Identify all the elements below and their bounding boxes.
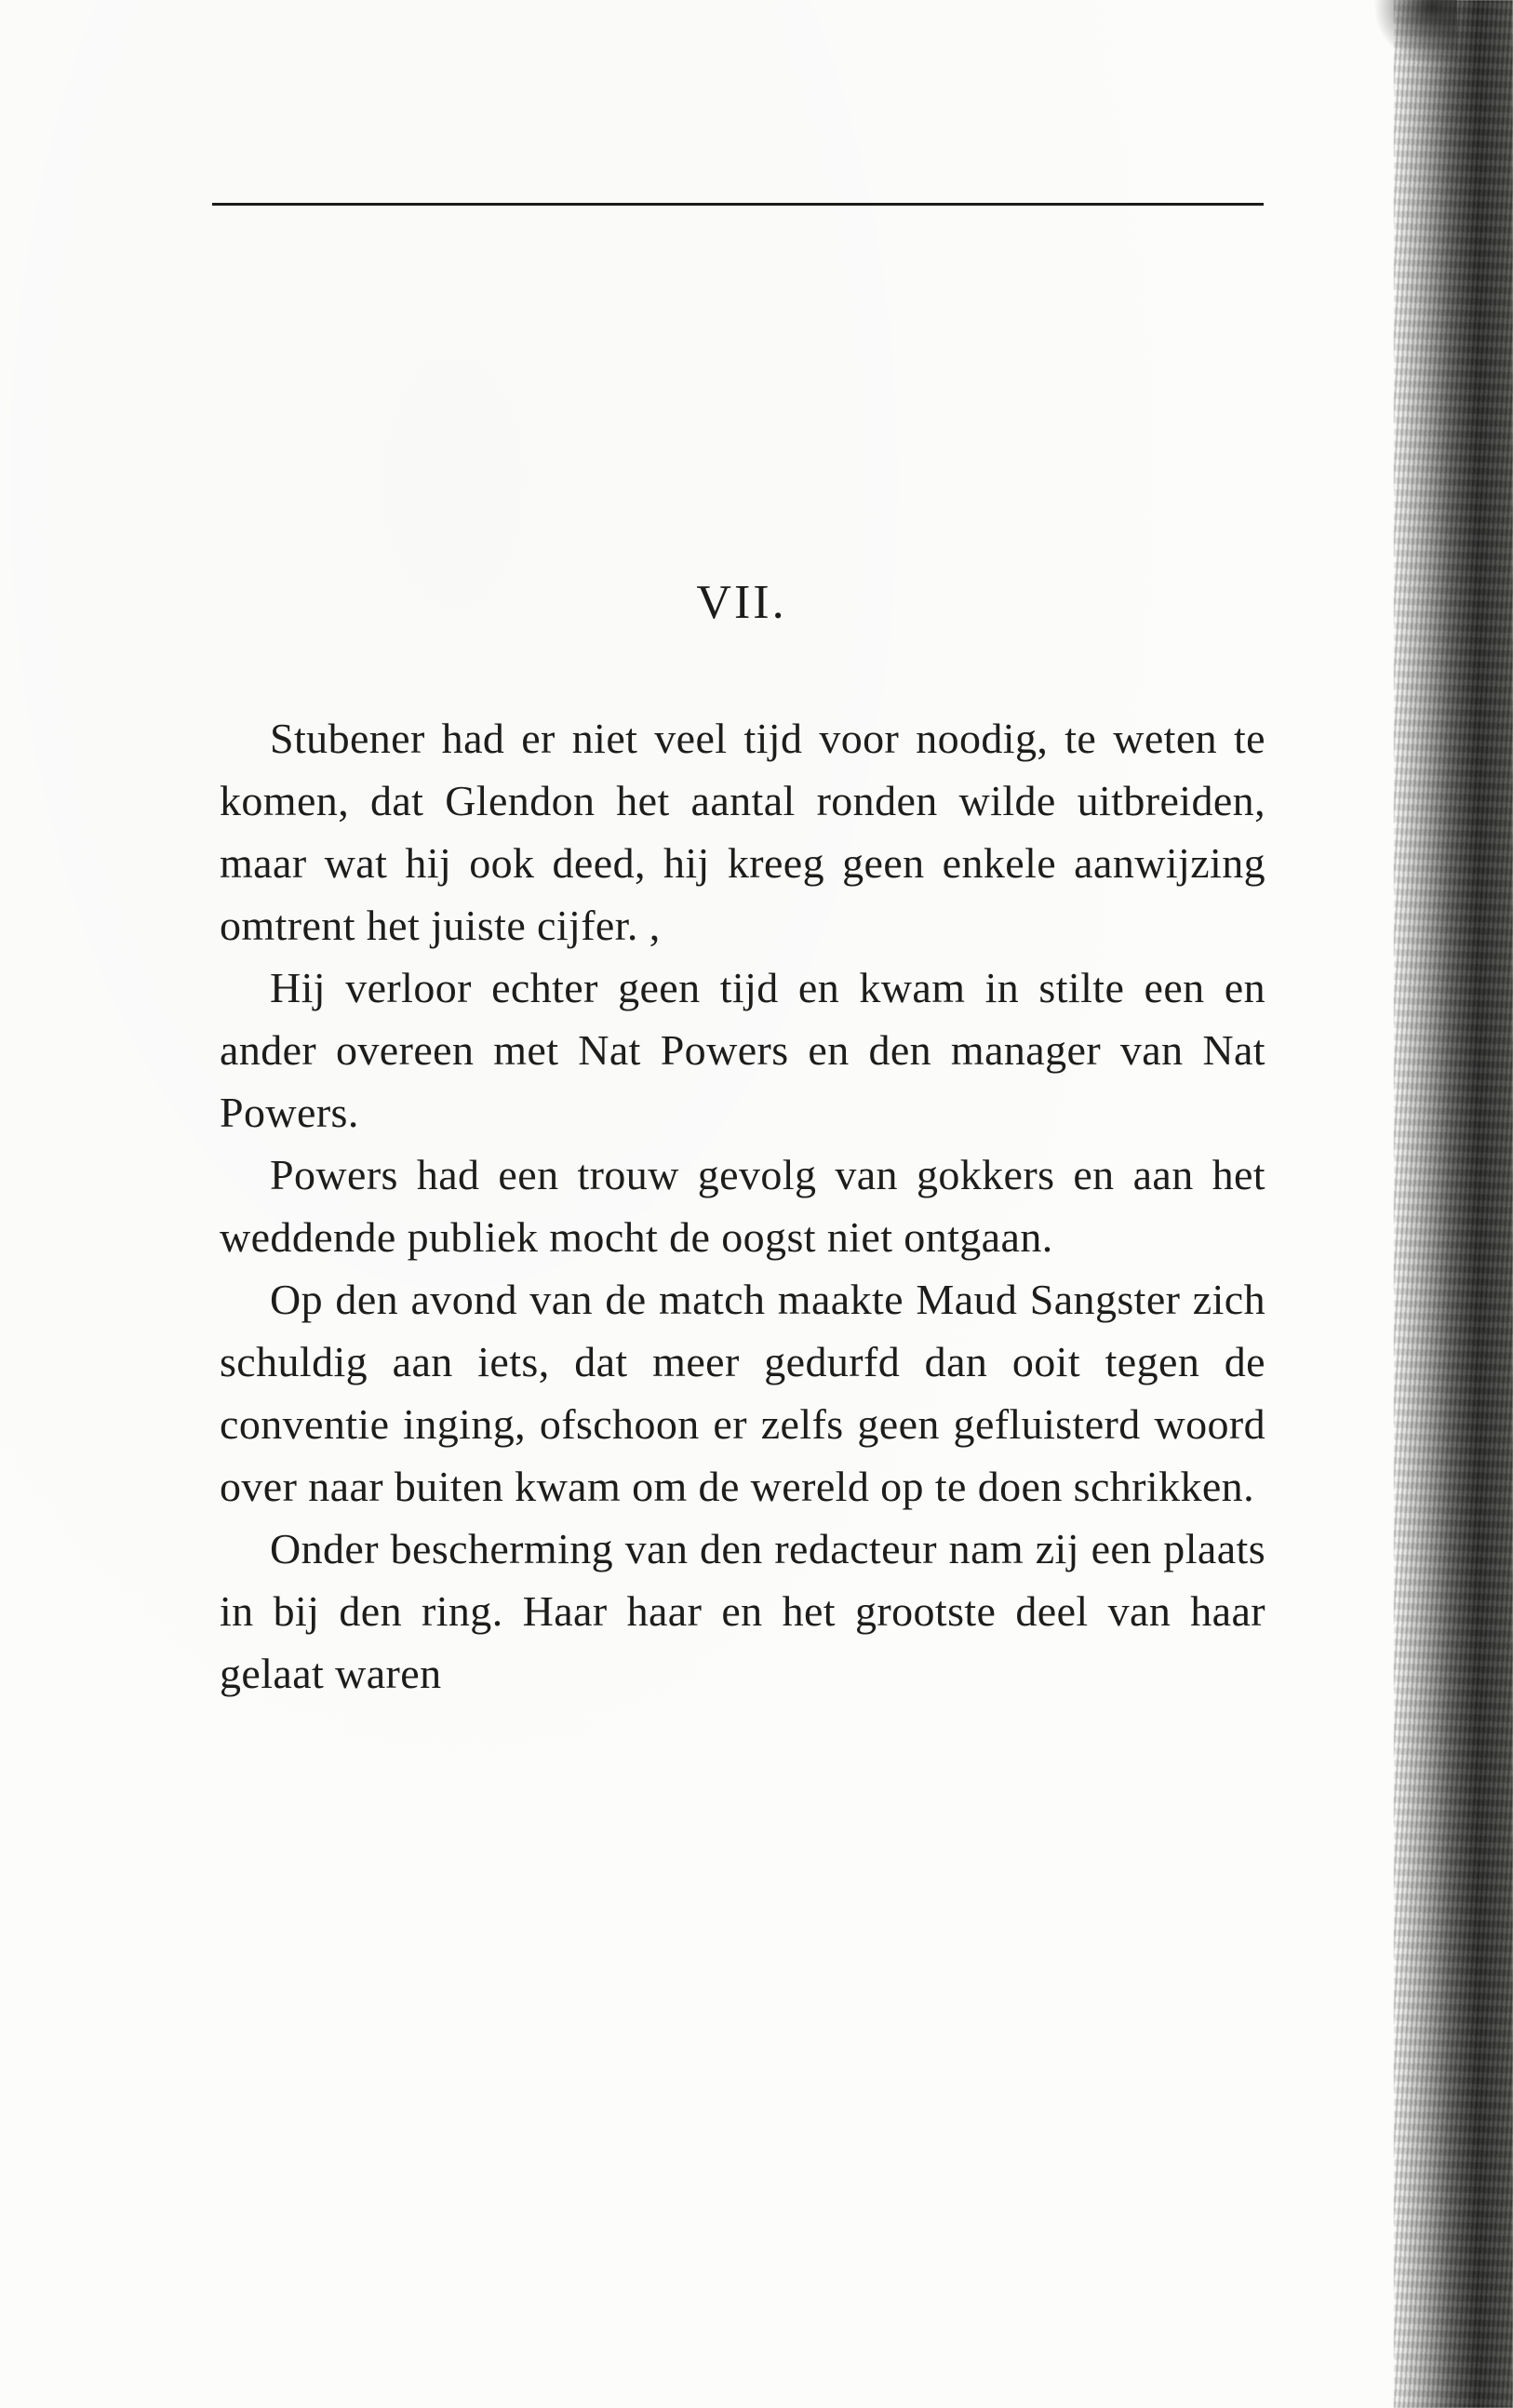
paragraph: Powers had een trouw gevolg van gokkers en aan het weddende publiek mocht de oogst niet ontgaan.	[220, 1151, 1265, 1261]
body-text	[220, 707, 1265, 1705]
paragraph: Onder bescherming van den redacteur nam zij een plaats in bij den ring. Haar haar en het grootste deel van haar gelaat waren	[220, 1525, 1265, 1697]
scan-edge-shadow	[1394, 0, 1513, 2408]
paragraph: Op den avond van de match maakte Maud Sangster zich schuldig aan iets, dat meer gedurfd dan ooit tegen de conventie inging, ofschoon er zelfs geen gefluisterd woord over naar buiten kwam om de wereld op te doen schrikken.	[220, 1276, 1265, 1510]
chapter-heading: VII.	[696, 576, 787, 629]
top-rule	[212, 203, 1264, 206]
scan-corner-smudge	[1373, 0, 1457, 65]
paragraph: Hij verloor echter geen tijd en kwam in stilte een en ander overeen met Nat Powers en den manager van Nat Powers.	[220, 964, 1265, 1136]
paragraph: Stubener had er niet veel tijd voor noodig, te weten te komen, dat Glendon het aantal ronden wilde uitbreiden, maar wat hij ook deed, hij kreeg geen enkele aanwijzing omtrent het juiste cijfer. ,	[220, 715, 1265, 949]
